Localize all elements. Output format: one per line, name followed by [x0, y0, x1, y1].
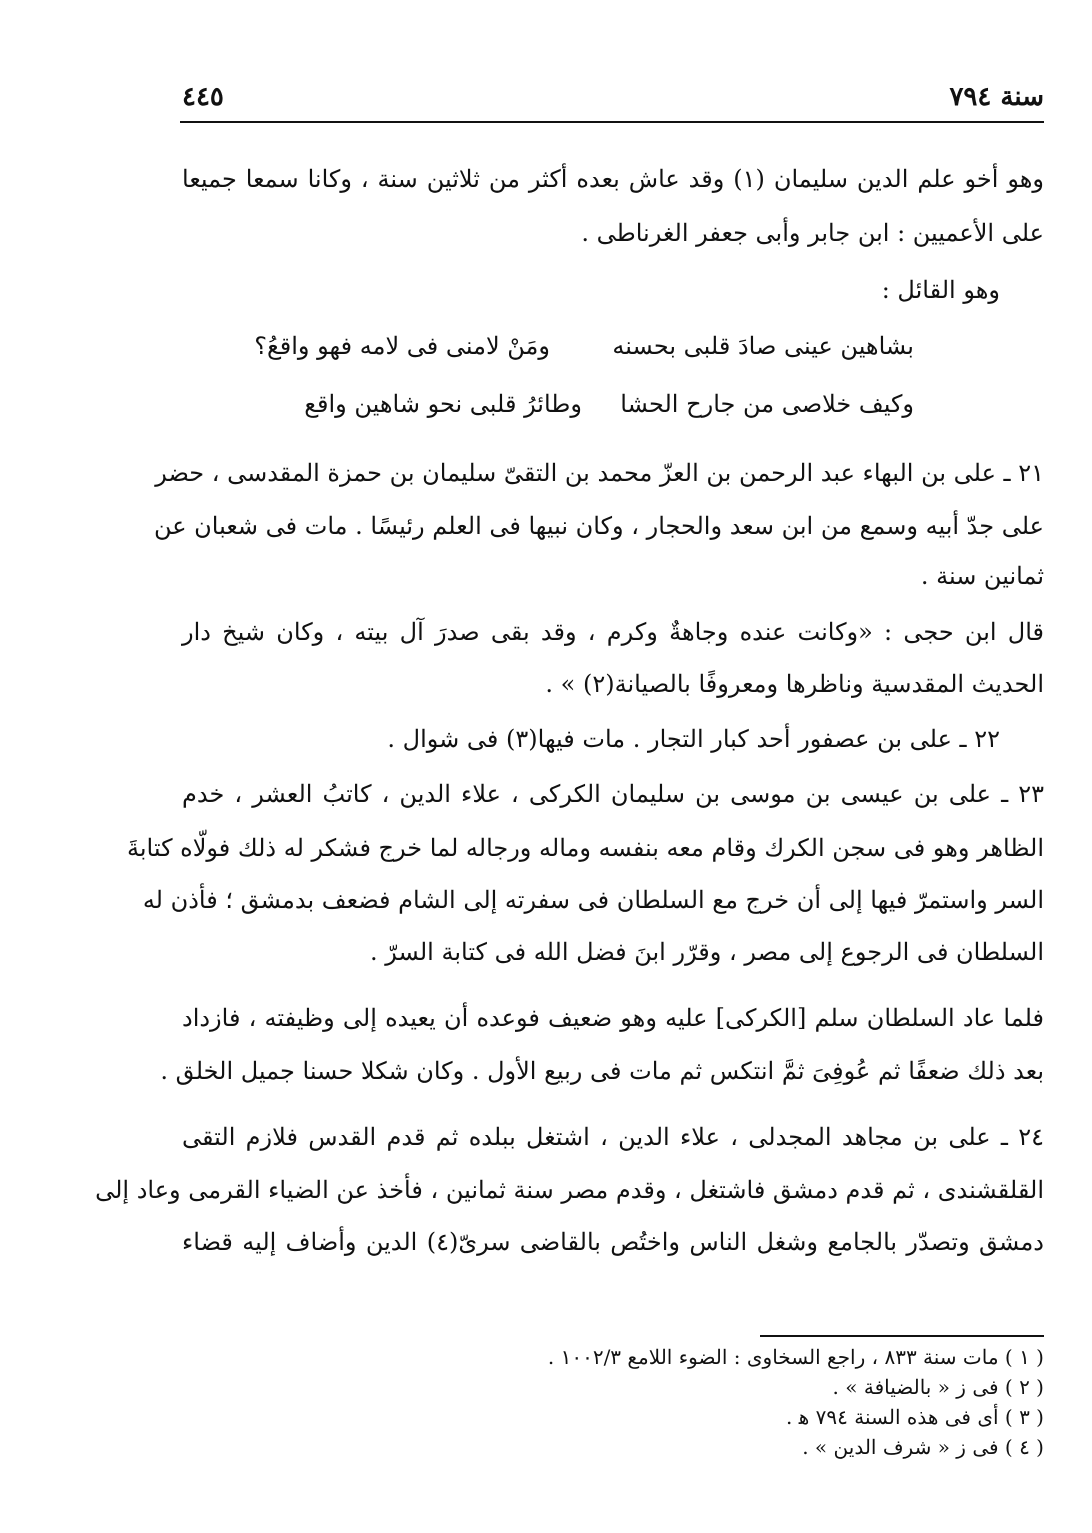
- p1-line-1: وهو أخو علم الدين سليمان (١) وقد عاش بعده أكثر من ثلاثين سنة ، وكانا سمعا جميعا: [182, 165, 1044, 193]
- p1-line-2: على الأعميين : ابن جابر وأبى جعفر الغرناطى .: [581, 219, 1044, 247]
- verse-2-left: وطائرُ قلبى نحو شاهين واقع: [304, 390, 582, 418]
- p2-line: وهو القائل :: [881, 276, 1000, 304]
- p3-line-1: ٢١ ـ على بن البهاء عبد الرحمن بن العزّ محمد بن التقىّ سليمان بن حمزة المقدسى ، حضر: [155, 459, 1044, 487]
- p8-line-2: القلقشندى ، ثم قدم دمشق فاشتغل ، وقدم مصر سنة ثمانين ، فأخذ عن الضياء القرمى وعاد إلى: [95, 1176, 1044, 1204]
- footnote-2: ( ٢ ) فى ز « بالضيافة » .: [832, 1375, 1044, 1399]
- p6-line-2: الظاهر وهو فى سجن الكرك وقام معه بنفسه وماله ورجاله لما خرج فشكر له ذلك فولّاه كتابةَ: [126, 834, 1044, 862]
- p6-line-4: السلطان فى الرجوع إلى مصر ، وقرّر ابنَ فضل الله فى كتابة السرّ .: [369, 938, 1044, 966]
- footnote-3: ( ٣ ) أى فى هذه السنة ٧٩٤ ﻫ .: [786, 1405, 1044, 1429]
- footnote-4: ( ٤ ) فى ز « شرف الدين » .: [802, 1435, 1044, 1459]
- header-rule: [180, 121, 1044, 123]
- verse-2-right: وكيف خلاصى من جارح الحشا: [620, 390, 914, 418]
- page-number: ٤٤٥: [182, 82, 224, 112]
- verse-1-right: بشاهين عينى صادَ قلبى بحسنه: [612, 332, 914, 360]
- running-head-year: سنة ٧٩٤: [949, 82, 1044, 112]
- p3-line-2: على جدّ أبيه وسمع من ابن سعد والحجار ، وكان نبيها فى العلم رئيسًا . مات فى شعبان عن: [153, 512, 1044, 540]
- p7-line-1: فلما عاد السلطان سلم [الكركى] عليه وهو ضعيف فوعده أن يعيده إلى وظيفته ، فازداد: [182, 1004, 1044, 1032]
- p6-line-3: السر واستمرّ فيها إلى أن خرج مع السلطان فى سفرته إلى الشام فضعف بدمشق ؛ فأذن له: [142, 886, 1044, 914]
- footnote-rule: [760, 1335, 1044, 1337]
- p4-line-2: الحديث المقدسية وناظرها ومعروفًا بالصيانة(٢) » .: [545, 670, 1044, 698]
- p5-line: ٢٢ ـ على بن عصفور أحد كبار التجار . مات فيها(٣) فى شوال .: [387, 725, 1000, 753]
- p4-line-1: قال ابن حجى : «وكانت عنده وجاهةٌ وكرم ، وقد بقى صدرَ آل بيته ، وكان شيخ دار: [182, 618, 1044, 646]
- p8-line-3: دمشق وتصدّر بالجامع وشغل الناس واختُص بالقاضى سرىّ(٤) الدين وأضاف إليه قضاء: [182, 1228, 1044, 1256]
- p3-line-3: ثمانين سنة .: [920, 562, 1044, 590]
- p7-line-2: بعد ذلك ضعفًا ثم عُوفِىَ ثمَّ انتكس ثم مات فى ربيع الأول . وكان شكلا حسنا جميل الخلق .: [160, 1057, 1044, 1085]
- p6-line-1: ٢٣ ـ على بن عيسى بن موسى بن سليمان الكركى ، علاء الدين ، كاتبُ العشر ، خدم: [182, 780, 1044, 808]
- footnote-1: ( ١ ) مات سنة ٨٣٣ ، راجع السخاوى : الضوء اللامع ١٠٠٢/٣ .: [547, 1345, 1044, 1369]
- p8-line-1: ٢٤ ـ على بن مجاهد المجدلى ، علاء الدين ، اشتغل ببلده ثم قدم القدس فلازم التقى: [182, 1123, 1044, 1151]
- verse-1-left: ومَنْ لامنى فى لامه فهو واقعُ؟: [254, 332, 550, 360]
